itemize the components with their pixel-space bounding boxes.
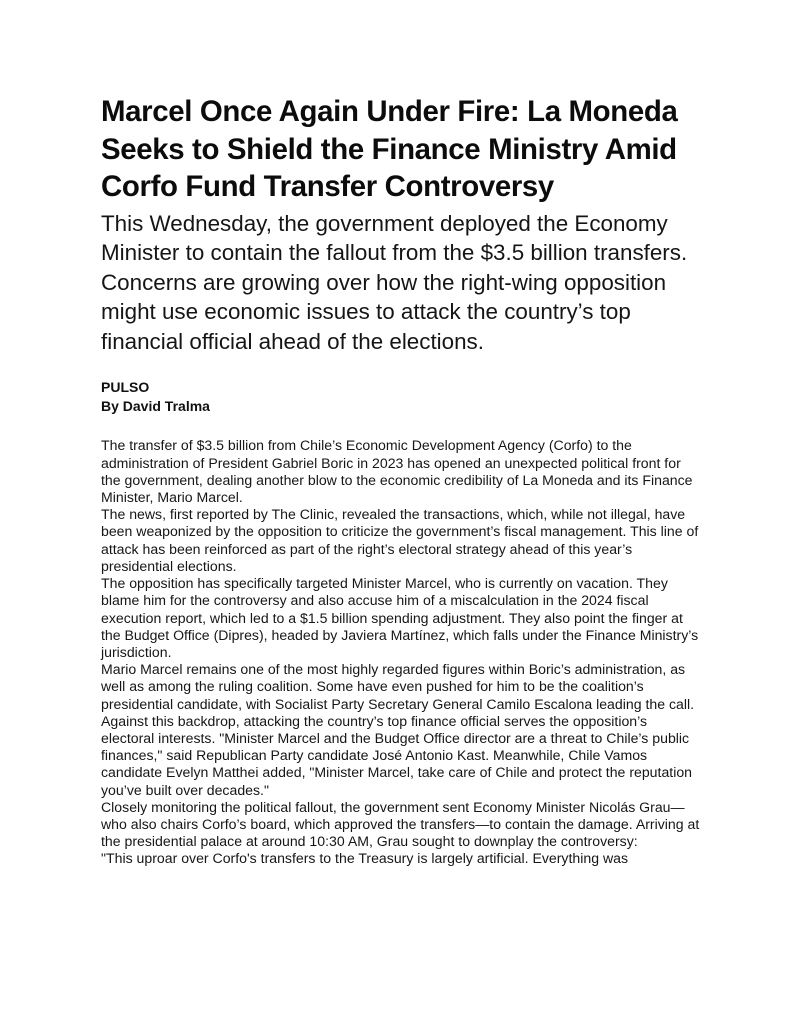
body-paragraph: "This uproar over Corfo's transfers to the Treasury is largely artificial. Everything was (101, 850, 629, 867)
article-headline: Marcel Once Again Under Fire: La Moneda Seeks to Shield the Finance Ministry Amid Corfo Fund Transfer Controversy (101, 95, 678, 203)
article-body (101, 437, 700, 867)
body-paragraph: Closely monitoring the political fallout, the government sent Economy Minister Nicolás Grau—who also chairs Corfo’s board, which approved the transfers—to contain the damage. Arriving at the presidential palace at around 10:30 AM, Grau sought to downplay the controversy: (101, 798, 700, 850)
body-paragraph: Against this backdrop, attacking the country’s top finance official serves the opposition’s electoral interests. "Minister Marcel and the Budget Office director are a threat to Chile’s public finances," said Republican Party candidate José Antonio Kast. Meanwhile, Chile Vamos candidate Evelyn Matthei added, "Minister Marcel, take care of Chile and protect the reputation you’ve built over decades." (101, 712, 693, 798)
body-paragraph: Mario Marcel remains one of the most highly regarded figures within Boric’s administration, as well as among the ruling coalition. Some have even pushed for him to be the coalition’s presidential candidate, with Socialist Party Secretary General Camilo Escalona leading the call. (101, 661, 695, 712)
body-paragraph: The news, first reported by The Clinic, revealed the transactions, which, while not illegal, have been weaponized by the opposition to criticize the government’s fiscal management. This line of attack has been reinforced as part of the right’s electoral strategy ahead of this year’s presidential elections. (101, 506, 699, 574)
article-section: PULSO (101, 379, 150, 396)
article-meta (101, 378, 700, 416)
body-paragraph: The opposition has specifically targeted Minister Marcel, who is currently on vacation. They blame him for the controversy and also accuse him of a miscalculation in the 2024 fiscal execution report, which led to a $1.5 billion spending adjustment. They also point the finger at the Budget Office (Dipres), headed by Javiera Martínez, which falls under the Finance Ministry’s jurisdiction. (101, 575, 699, 660)
article-subheadline: This Wednesday, the government deployed the Economy Minister to contain the fallout from the $3.5 billion transfers. Concerns are growing over how the right-wing opposition might use economic issues to attack the country’s top financial official ahead of the elections. (101, 210, 688, 354)
body-paragraph: The transfer of $3.5 billion from Chile’s Economic Development Agency (Corfo) to the administration of President Gabriel Boric in 2023 has opened an unexpected political front for the government, dealing another blow to the economic credibility of La Moneda and its Finance Minister, Mario Marcel. (101, 437, 693, 506)
article-byline: By David Tralma (101, 398, 210, 415)
